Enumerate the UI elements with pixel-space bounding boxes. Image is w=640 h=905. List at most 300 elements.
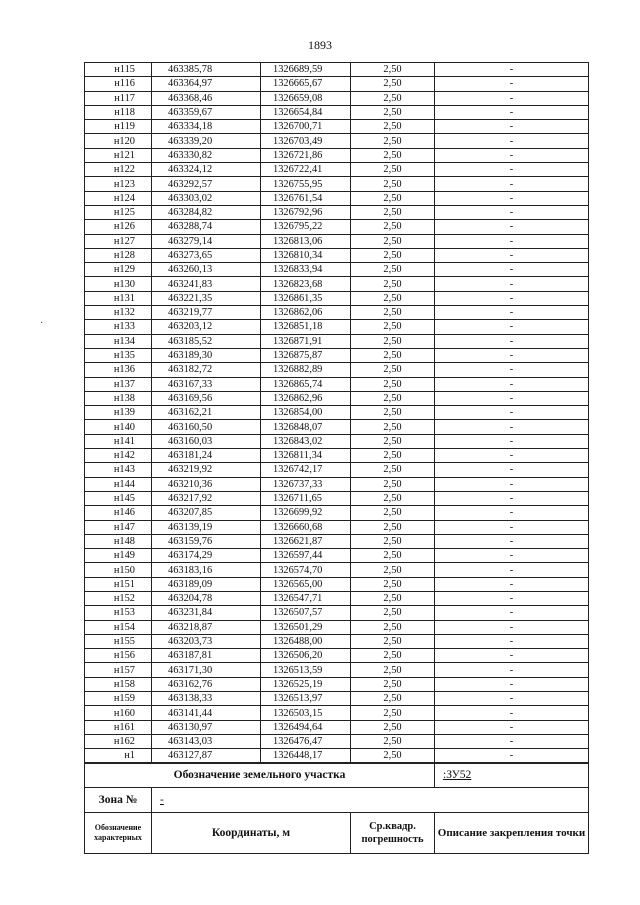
coord-x: 463139,19 <box>152 520 261 534</box>
table-row <box>85 234 589 248</box>
fixing-description: - <box>435 506 589 520</box>
table-row <box>85 263 589 277</box>
coord-y: 1326823,68 <box>261 277 351 291</box>
point-id: н1 <box>85 749 152 763</box>
mean-square-error: 2,50 <box>351 663 435 677</box>
mean-square-error: 2,50 <box>351 606 435 620</box>
coord-y: 1326476,47 <box>261 734 351 748</box>
mean-square-error: 2,50 <box>351 420 435 434</box>
point-id: н118 <box>85 105 152 119</box>
table-row <box>85 291 589 305</box>
fixing-description: - <box>435 377 589 391</box>
coord-x: 463138,33 <box>152 692 261 706</box>
point-id: н153 <box>85 606 152 620</box>
point-id: н150 <box>85 563 152 577</box>
coord-x: 463162,21 <box>152 406 261 420</box>
coord-y: 1326882,89 <box>261 363 351 377</box>
coord-y: 1326875,87 <box>261 348 351 362</box>
fixing-description: - <box>435 220 589 234</box>
table-row <box>85 649 589 663</box>
coord-x: 463288,74 <box>152 220 261 234</box>
point-id: н125 <box>85 205 152 219</box>
fixing-description: - <box>435 334 589 348</box>
fixing-description: - <box>435 134 589 148</box>
mean-square-error: 2,50 <box>351 649 435 663</box>
table-row <box>85 549 589 563</box>
coord-y: 1326742,17 <box>261 463 351 477</box>
mean-square-error: 2,50 <box>351 120 435 134</box>
point-id: н146 <box>85 506 152 520</box>
mean-square-error: 2,50 <box>351 563 435 577</box>
fixing-description: - <box>435 677 589 691</box>
fixing-description: - <box>435 706 589 720</box>
table-row <box>85 105 589 119</box>
coord-y: 1326501,29 <box>261 620 351 634</box>
point-id: н140 <box>85 420 152 434</box>
table-row <box>85 120 589 134</box>
coord-y: 1326665,67 <box>261 77 351 91</box>
table-row <box>85 577 589 591</box>
coord-x: 463203,12 <box>152 320 261 334</box>
coord-y: 1326795,22 <box>261 220 351 234</box>
fixing-description: - <box>435 491 589 505</box>
mean-square-error: 2,50 <box>351 234 435 248</box>
mean-square-error: 2,50 <box>351 334 435 348</box>
mean-square-error: 2,50 <box>351 677 435 691</box>
coord-y: 1326810,34 <box>261 248 351 262</box>
coord-y: 1326654,84 <box>261 105 351 119</box>
mean-square-error: 2,50 <box>351 620 435 634</box>
fixing-description: - <box>435 449 589 463</box>
coord-y: 1326448,17 <box>261 749 351 763</box>
coord-x: 463241,83 <box>152 277 261 291</box>
parcel-value: :ЗУ52 <box>435 763 589 788</box>
point-id: н159 <box>85 692 152 706</box>
coord-x: 463204,78 <box>152 591 261 605</box>
table-row <box>85 320 589 334</box>
fixing-description: - <box>435 549 589 563</box>
mean-square-error: 2,50 <box>351 463 435 477</box>
mean-square-error: 2,50 <box>351 277 435 291</box>
fixing-description: - <box>435 105 589 119</box>
mean-square-error: 2,50 <box>351 391 435 405</box>
fixing-description: - <box>435 692 589 706</box>
fixing-description: - <box>435 234 589 248</box>
column-header-row <box>85 813 589 854</box>
mean-square-error: 2,50 <box>351 348 435 362</box>
table-row <box>85 463 589 477</box>
coord-y: 1326755,95 <box>261 177 351 191</box>
point-id: н161 <box>85 720 152 734</box>
fixing-description: - <box>435 534 589 548</box>
fixing-description: - <box>435 191 589 205</box>
mean-square-error: 2,50 <box>351 291 435 305</box>
point-id: н135 <box>85 348 152 362</box>
fixing-description: - <box>435 606 589 620</box>
coord-y: 1326761,54 <box>261 191 351 205</box>
point-id: н142 <box>85 449 152 463</box>
coord-y: 1326494,64 <box>261 720 351 734</box>
coord-x: 463210,36 <box>152 477 261 491</box>
table-row <box>85 534 589 548</box>
fixing-description: - <box>435 520 589 534</box>
coord-y: 1326737,33 <box>261 477 351 491</box>
coordinates-table-body <box>85 63 589 764</box>
fixing-description: - <box>435 734 589 748</box>
table-row <box>85 720 589 734</box>
point-id: н152 <box>85 591 152 605</box>
table-row <box>85 306 589 320</box>
coord-x: 463189,09 <box>152 577 261 591</box>
table-row <box>85 706 589 720</box>
fixing-description: - <box>435 306 589 320</box>
coord-x: 463174,29 <box>152 549 261 563</box>
fixing-description: - <box>435 63 589 77</box>
point-id: н116 <box>85 77 152 91</box>
mean-square-error: 2,50 <box>351 263 435 277</box>
fixing-description: - <box>435 577 589 591</box>
zone-label: Зона № <box>85 788 152 813</box>
point-id: н158 <box>85 677 152 691</box>
mean-square-error: 2,50 <box>351 306 435 320</box>
fixing-description: - <box>435 720 589 734</box>
coord-x: 463273,65 <box>152 248 261 262</box>
mean-square-error: 2,50 <box>351 477 435 491</box>
mean-square-error: 2,50 <box>351 520 435 534</box>
fixing-description: - <box>435 663 589 677</box>
coord-x: 463141,44 <box>152 706 261 720</box>
table-row <box>85 77 589 91</box>
coord-x: 463160,03 <box>152 434 261 448</box>
coord-x: 463219,92 <box>152 463 261 477</box>
coord-x: 463182,72 <box>152 363 261 377</box>
point-id: н131 <box>85 291 152 305</box>
point-id: н130 <box>85 277 152 291</box>
mean-square-error: 2,50 <box>351 77 435 91</box>
table-row <box>85 277 589 291</box>
table-row <box>85 420 589 434</box>
page-number: 1893 <box>308 38 332 52</box>
table-row <box>85 248 589 262</box>
coord-y: 1326488,00 <box>261 634 351 648</box>
point-id: н154 <box>85 620 152 634</box>
mean-square-error: 2,50 <box>351 534 435 548</box>
coord-x: 463303,02 <box>152 191 261 205</box>
table-row <box>85 363 589 377</box>
point-id: н143 <box>85 463 152 477</box>
point-id: н121 <box>85 148 152 162</box>
table-row <box>85 620 589 634</box>
coord-y: 1326525,19 <box>261 677 351 691</box>
point-id: н151 <box>85 577 152 591</box>
table-row <box>85 63 589 77</box>
point-id: н126 <box>85 220 152 234</box>
table-row <box>85 434 589 448</box>
coord-x: 463334,18 <box>152 120 261 134</box>
fixing-description: - <box>435 77 589 91</box>
fixing-description: - <box>435 248 589 262</box>
table-row <box>85 163 589 177</box>
mean-square-error: 2,50 <box>351 491 435 505</box>
coord-y: 1326574,70 <box>261 563 351 577</box>
point-id: н141 <box>85 434 152 448</box>
mean-square-error: 2,50 <box>351 163 435 177</box>
mean-square-error: 2,50 <box>351 734 435 748</box>
mean-square-error: 2,50 <box>351 134 435 148</box>
coord-x: 463183,16 <box>152 563 261 577</box>
coord-x: 463143,03 <box>152 734 261 748</box>
mean-square-error: 2,50 <box>351 434 435 448</box>
point-id: н136 <box>85 363 152 377</box>
mean-square-error: 2,50 <box>351 749 435 763</box>
fixing-description: - <box>435 591 589 605</box>
fixing-description: - <box>435 177 589 191</box>
point-id: н132 <box>85 306 152 320</box>
point-id: н134 <box>85 334 152 348</box>
coord-y: 1326851,18 <box>261 320 351 334</box>
coord-x: 463368,46 <box>152 91 261 105</box>
point-id: н129 <box>85 263 152 277</box>
coord-x: 463130,97 <box>152 720 261 734</box>
coord-x: 463218,87 <box>152 620 261 634</box>
coord-x: 463127,87 <box>152 749 261 763</box>
mean-square-error: 2,50 <box>351 720 435 734</box>
coord-x: 463203,73 <box>152 634 261 648</box>
mean-square-error: 2,50 <box>351 363 435 377</box>
coord-y: 1326722,41 <box>261 163 351 177</box>
coord-x: 463187,81 <box>152 649 261 663</box>
table-row <box>85 134 589 148</box>
coord-y: 1326507,57 <box>261 606 351 620</box>
mean-square-error: 2,50 <box>351 549 435 563</box>
coord-y: 1326843,02 <box>261 434 351 448</box>
header-description: Описание закрепления точки <box>435 813 589 854</box>
fixing-description: - <box>435 620 589 634</box>
coord-y: 1326862,96 <box>261 391 351 405</box>
point-id: н162 <box>85 734 152 748</box>
point-id: н122 <box>85 163 152 177</box>
mean-square-error: 2,50 <box>351 91 435 105</box>
table-row <box>85 391 589 405</box>
parcel-header-table <box>84 762 589 854</box>
coord-x: 463167,33 <box>152 377 261 391</box>
fixing-description: - <box>435 391 589 405</box>
point-id: н133 <box>85 320 152 334</box>
point-id: н145 <box>85 491 152 505</box>
table-row <box>85 520 589 534</box>
coord-y: 1326689,59 <box>261 63 351 77</box>
coord-y: 1326861,35 <box>261 291 351 305</box>
mean-square-error: 2,50 <box>351 506 435 520</box>
point-id: н117 <box>85 91 152 105</box>
table-row <box>85 477 589 491</box>
table-row <box>85 177 589 191</box>
coord-y: 1326621,87 <box>261 534 351 548</box>
point-id: н148 <box>85 534 152 548</box>
mean-square-error: 2,50 <box>351 634 435 648</box>
fixing-description: - <box>435 148 589 162</box>
table-row <box>85 663 589 677</box>
coord-y: 1326513,59 <box>261 663 351 677</box>
fixing-description: - <box>435 749 589 763</box>
table-row <box>85 91 589 105</box>
point-id: н128 <box>85 248 152 262</box>
coord-x: 463181,24 <box>152 449 261 463</box>
table-row <box>85 348 589 362</box>
mean-square-error: 2,50 <box>351 148 435 162</box>
mean-square-error: 2,50 <box>351 177 435 191</box>
fixing-description: - <box>435 477 589 491</box>
table-row <box>85 148 589 162</box>
mean-square-error: 2,50 <box>351 449 435 463</box>
table-row <box>85 191 589 205</box>
point-id: н138 <box>85 391 152 405</box>
coord-y: 1326506,20 <box>261 649 351 663</box>
fixing-description: - <box>435 263 589 277</box>
point-id: н147 <box>85 520 152 534</box>
table-row <box>85 377 589 391</box>
mean-square-error: 2,50 <box>351 105 435 119</box>
coord-y: 1326871,91 <box>261 334 351 348</box>
mean-square-error: 2,50 <box>351 220 435 234</box>
coord-x: 463292,57 <box>152 177 261 191</box>
fixing-description: - <box>435 320 589 334</box>
coord-y: 1326848,07 <box>261 420 351 434</box>
fixing-description: - <box>435 163 589 177</box>
coord-x: 463324,12 <box>152 163 261 177</box>
mean-square-error: 2,50 <box>351 692 435 706</box>
coord-y: 1326721,86 <box>261 148 351 162</box>
coord-y: 1326565,00 <box>261 577 351 591</box>
coord-x: 463364,97 <box>152 77 261 91</box>
fixing-description: - <box>435 291 589 305</box>
point-id: н137 <box>85 377 152 391</box>
coord-x: 463207,85 <box>152 506 261 520</box>
coord-x: 463162,76 <box>152 677 261 691</box>
coord-x: 463185,52 <box>152 334 261 348</box>
coordinates-table <box>84 62 589 764</box>
fixing-description: - <box>435 563 589 577</box>
header-point-designation: Обозначение характерных <box>85 813 152 854</box>
point-id: н127 <box>85 234 152 248</box>
parcel-label: Обозначение земельного участка <box>85 763 435 788</box>
coord-y: 1326854,00 <box>261 406 351 420</box>
coord-x: 463169,56 <box>152 391 261 405</box>
coord-x: 463159,76 <box>152 534 261 548</box>
fixing-description: - <box>435 205 589 219</box>
point-id: н160 <box>85 706 152 720</box>
coord-y: 1326711,65 <box>261 491 351 505</box>
coord-y: 1326813,06 <box>261 234 351 248</box>
point-id: н115 <box>85 63 152 77</box>
fixing-description: - <box>435 634 589 648</box>
point-id: н144 <box>85 477 152 491</box>
coord-y: 1326660,68 <box>261 520 351 534</box>
table-row <box>85 406 589 420</box>
mean-square-error: 2,50 <box>351 248 435 262</box>
header-coordinates: Координаты, м <box>152 813 351 854</box>
mean-square-error: 2,50 <box>351 577 435 591</box>
scan-speck: · <box>40 318 44 329</box>
zone-row <box>85 788 589 813</box>
coord-x: 463284,82 <box>152 205 261 219</box>
table-row <box>85 563 589 577</box>
mean-square-error: 2,50 <box>351 591 435 605</box>
fixing-description: - <box>435 91 589 105</box>
coord-x: 463171,30 <box>152 663 261 677</box>
mean-square-error: 2,50 <box>351 191 435 205</box>
fixing-description: - <box>435 420 589 434</box>
table-row <box>85 334 589 348</box>
coord-x: 463219,77 <box>152 306 261 320</box>
point-id: н149 <box>85 549 152 563</box>
mean-square-error: 2,50 <box>351 320 435 334</box>
coord-y: 1326513,97 <box>261 692 351 706</box>
coord-x: 463160,50 <box>152 420 261 434</box>
coord-y: 1326659,08 <box>261 91 351 105</box>
coord-y: 1326597,44 <box>261 549 351 563</box>
table-row <box>85 606 589 620</box>
table-row <box>85 591 589 605</box>
coord-y: 1326862,06 <box>261 306 351 320</box>
point-id: н155 <box>85 634 152 648</box>
point-id: н156 <box>85 649 152 663</box>
table-row <box>85 634 589 648</box>
coord-y: 1326703,49 <box>261 134 351 148</box>
coord-x: 463339,20 <box>152 134 261 148</box>
point-id: н123 <box>85 177 152 191</box>
point-id: н119 <box>85 120 152 134</box>
table-row <box>85 506 589 520</box>
point-id: н139 <box>85 406 152 420</box>
coord-y: 1326700,71 <box>261 120 351 134</box>
zone-value: - <box>152 788 589 813</box>
coord-y: 1326833,94 <box>261 263 351 277</box>
coord-x: 463221,35 <box>152 291 261 305</box>
coord-y: 1326865,74 <box>261 377 351 391</box>
coord-y: 1326792,96 <box>261 205 351 219</box>
table-row <box>85 449 589 463</box>
mean-square-error: 2,50 <box>351 406 435 420</box>
coord-x: 463260,13 <box>152 263 261 277</box>
coord-x: 463217,92 <box>152 491 261 505</box>
mean-square-error: 2,50 <box>351 377 435 391</box>
coord-y: 1326503,15 <box>261 706 351 720</box>
coord-y: 1326547,71 <box>261 591 351 605</box>
fixing-description: - <box>435 363 589 377</box>
fixing-description: - <box>435 463 589 477</box>
table-row <box>85 677 589 691</box>
fixing-description: - <box>435 277 589 291</box>
table-row <box>85 491 589 505</box>
fixing-description: - <box>435 120 589 134</box>
mean-square-error: 2,50 <box>351 706 435 720</box>
point-id: н124 <box>85 191 152 205</box>
header-error: Ср.квадр. погрешность <box>351 813 435 854</box>
coord-x: 463385,78 <box>152 63 261 77</box>
table-row <box>85 734 589 748</box>
coord-x: 463279,14 <box>152 234 261 248</box>
table-row <box>85 749 589 763</box>
coord-x: 463231,84 <box>152 606 261 620</box>
coord-x: 463359,67 <box>152 105 261 119</box>
table-row <box>85 220 589 234</box>
mean-square-error: 2,50 <box>351 63 435 77</box>
fixing-description: - <box>435 649 589 663</box>
table-row <box>85 205 589 219</box>
point-id: н157 <box>85 663 152 677</box>
coord-x: 463330,82 <box>152 148 261 162</box>
